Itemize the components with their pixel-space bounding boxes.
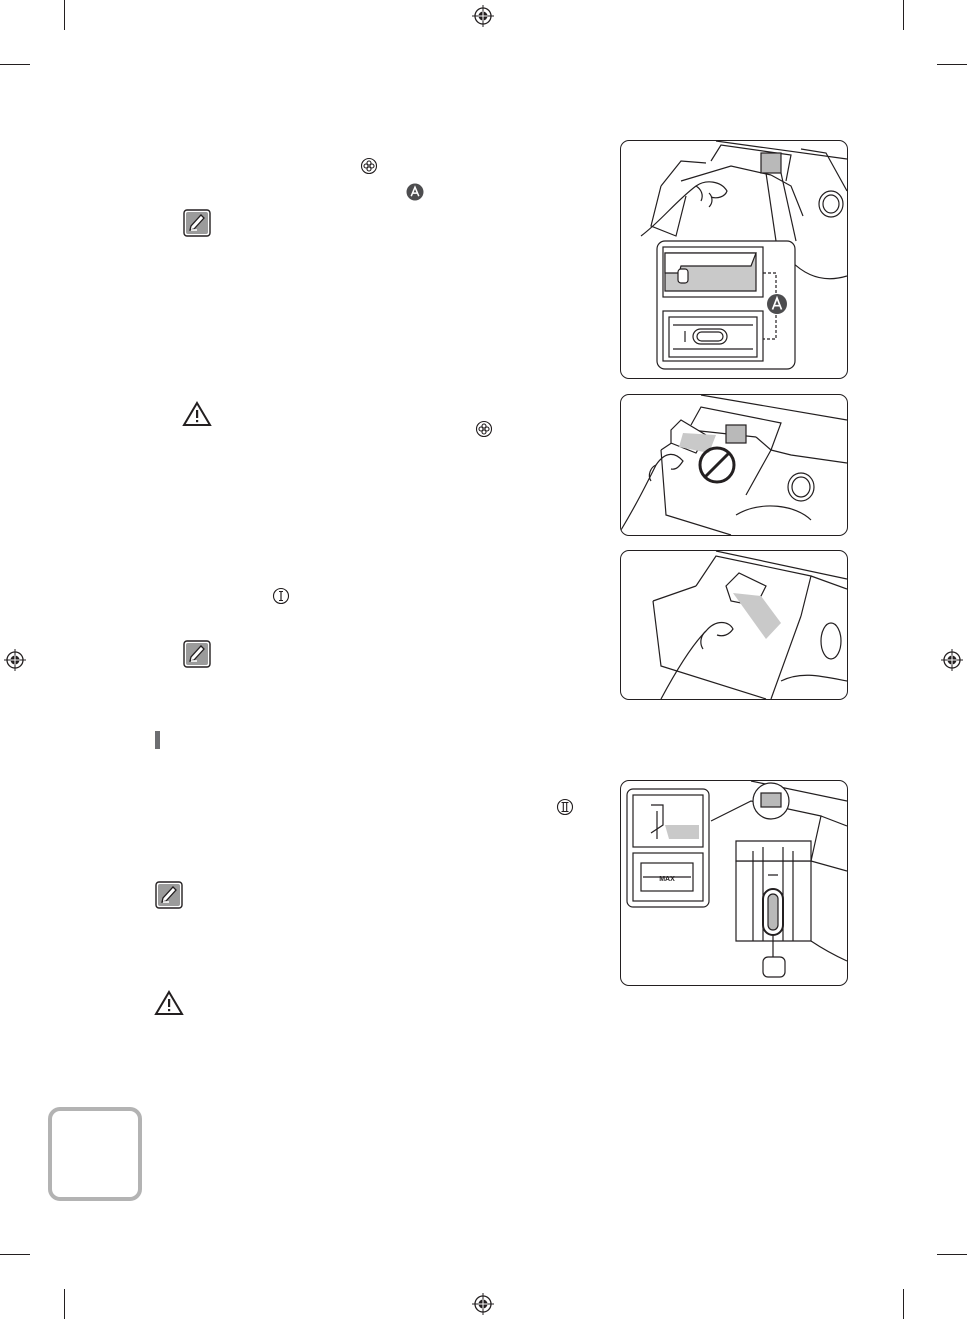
registration-mark-icon — [941, 649, 963, 671]
registration-mark-icon — [472, 1293, 494, 1315]
compartment-one-icon — [272, 587, 290, 605]
crop-mark — [937, 1254, 967, 1255]
crop-mark — [0, 1254, 30, 1255]
figure-pouring-detergent — [620, 550, 848, 700]
callout-a-icon — [406, 183, 424, 201]
crop-mark — [64, 0, 65, 30]
note-icon — [155, 881, 183, 909]
max-label: MAX — [659, 876, 675, 883]
page-number-box — [48, 1107, 142, 1201]
warning-triangle-icon — [182, 401, 212, 427]
figure-softener-insert — [620, 140, 848, 379]
figure-liquid-insert — [620, 780, 848, 986]
figure-prohibited-pouring — [620, 394, 848, 536]
crop-mark — [0, 64, 30, 65]
softener-symbol-icon — [475, 420, 493, 438]
note-icon — [183, 209, 211, 237]
section-heading-bar — [155, 731, 160, 749]
note-icon — [183, 640, 211, 668]
warning-triangle-icon — [154, 990, 184, 1016]
compartment-two-icon — [556, 798, 574, 816]
registration-mark-icon — [4, 649, 26, 671]
crop-mark — [64, 1289, 65, 1319]
crop-mark — [903, 0, 904, 30]
crop-mark — [937, 64, 967, 65]
registration-mark-icon — [472, 5, 494, 27]
softener-symbol-icon — [360, 157, 378, 175]
crop-mark — [903, 1289, 904, 1319]
